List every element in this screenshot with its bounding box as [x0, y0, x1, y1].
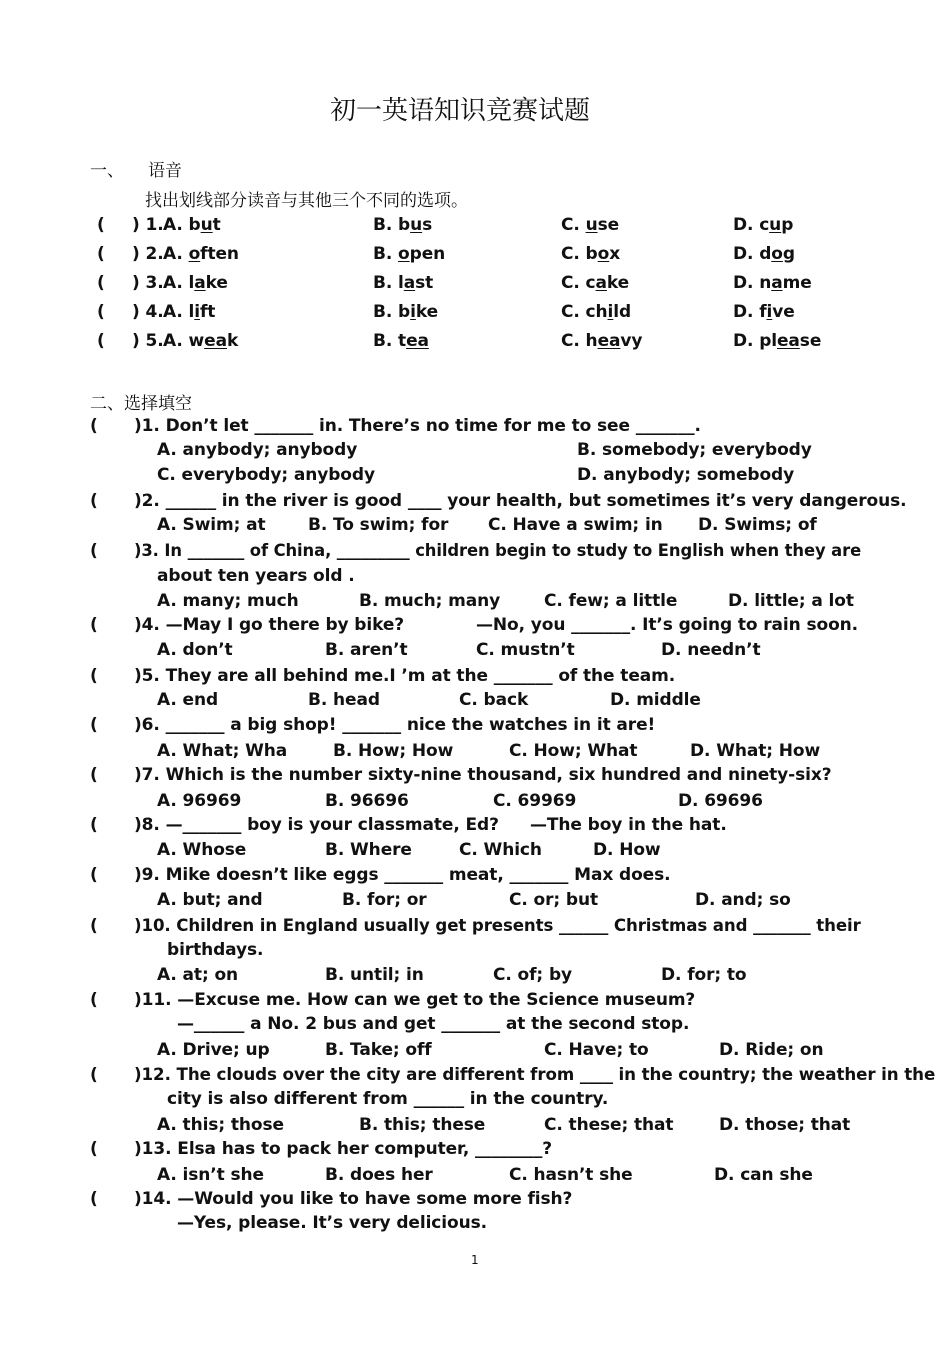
- answer-paren: (: [90, 715, 98, 735]
- question-line: B. Where: [325, 840, 412, 860]
- answer-paren: (: [90, 666, 98, 686]
- option-c: [561, 331, 642, 351]
- option-d: [733, 302, 795, 322]
- question-line: —No, you _______. It’s going to rain soon.: [476, 615, 859, 635]
- question-number: ) 4.: [132, 302, 164, 322]
- question-line: A. isn’t she: [157, 1165, 264, 1185]
- option-text: D. pl: [733, 331, 777, 351]
- underlined-letters: o: [188, 244, 201, 264]
- question-line: A. this; those: [157, 1115, 284, 1135]
- question-line: D. for; to: [661, 965, 747, 985]
- underlined-letters: a: [403, 273, 416, 293]
- underlined-letters: ea: [204, 331, 227, 351]
- underlined-letters: u: [410, 215, 423, 235]
- option-text: A. w: [163, 331, 205, 351]
- answer-paren: (: [90, 815, 98, 835]
- question-line: —The boy in the hat.: [530, 815, 727, 835]
- question-line: city is also different from ______ in the country.: [167, 1089, 609, 1109]
- underlined-letters: u: [769, 215, 782, 235]
- question-line: B. How; How: [333, 741, 454, 761]
- question-line: )3. In _______ of China, _________ children begin to study to English when they are: [134, 541, 862, 561]
- question-line: B. head: [308, 690, 380, 710]
- question-line: C. hasn’t she: [509, 1165, 633, 1185]
- underlined-letters: o: [398, 244, 410, 264]
- question-line: )5. They are all behind me.I ’m at the _______ of the team.: [134, 666, 676, 686]
- answer-paren: (: [90, 765, 98, 785]
- option-b: [373, 273, 433, 293]
- question-line: )11. —Excuse me. How can we get to the Science museum?: [134, 990, 696, 1010]
- question-number: ) 3.: [132, 273, 164, 293]
- question-line: D. those; that: [719, 1115, 851, 1135]
- option-text: me: [782, 273, 812, 293]
- option-text: D. n: [733, 273, 772, 293]
- question-line: )8. —_______ boy is your classmate, Ed?: [134, 815, 499, 835]
- underlined-letters: u: [200, 215, 213, 235]
- underlined-letters: o: [771, 244, 783, 264]
- question-line: D. middle: [610, 690, 701, 710]
- option-a: [163, 331, 238, 351]
- underlined-letters: a: [771, 273, 783, 293]
- answer-paren: (: [90, 491, 98, 511]
- section-instruction: 找出划线部分读音与其他三个不同的选项。: [145, 191, 468, 211]
- option-text: C. h: [561, 331, 598, 351]
- option-text: vy: [620, 331, 643, 351]
- question-line: B. does her: [325, 1165, 433, 1185]
- option-c: [561, 302, 631, 322]
- option-text: k: [226, 331, 239, 351]
- option-a: [163, 244, 239, 264]
- option-text: se: [799, 331, 822, 351]
- option-text: A. l: [163, 273, 195, 293]
- question-line: B. To swim; for: [308, 515, 449, 535]
- question-line: C. 69969: [493, 791, 577, 811]
- question-line: C. back: [459, 690, 529, 710]
- option-d: [733, 215, 793, 235]
- option-text: ke: [415, 302, 439, 322]
- option-text: se: [597, 215, 620, 235]
- answer-paren: (: [97, 215, 105, 235]
- question-line: A. Drive; up: [157, 1040, 270, 1060]
- question-number: ) 2.: [132, 244, 164, 264]
- question-line: )6. _______ a big shop! _______ nice the watches in it are!: [134, 715, 656, 735]
- option-b: [373, 302, 438, 322]
- option-b: [373, 244, 445, 264]
- option-text: ften: [200, 244, 239, 264]
- section-number: 一、: [90, 161, 124, 181]
- option-text: pen: [409, 244, 446, 264]
- question-line: D. Swims; of: [698, 515, 817, 535]
- question-line: A. Swim; at: [157, 515, 266, 535]
- option-b: [373, 331, 429, 351]
- question-line: A. What; Wha: [157, 741, 288, 761]
- question-line: )12. The clouds over the city are different from ____ in the country; the weather in the: [134, 1065, 936, 1085]
- question-number: ) 1.: [132, 215, 164, 235]
- question-line: )1. Don’t let _______ in. There’s no time for me to see _______.: [134, 416, 701, 436]
- question-line: C. Which: [459, 840, 542, 860]
- question-line: B. somebody; everybody: [577, 440, 812, 460]
- section-heading: 二、选择填空: [90, 394, 192, 414]
- question-number: ) 5.: [132, 331, 164, 351]
- option-text: A. b: [163, 215, 201, 235]
- question-line: D. What; How: [690, 741, 821, 761]
- option-text: ft: [200, 302, 216, 322]
- question-line: A. don’t: [157, 640, 233, 660]
- question-line: D. 69696: [678, 791, 763, 811]
- question-line: B. for; or: [342, 890, 427, 910]
- option-text: D. f: [733, 302, 767, 322]
- option-text: x: [609, 244, 621, 264]
- question-line: A. Whose: [157, 840, 247, 860]
- option-a: [163, 273, 228, 293]
- page-number: 1: [471, 1253, 479, 1267]
- option-text: ke: [606, 273, 630, 293]
- option-text: D. d: [733, 244, 772, 264]
- underlined-letters: i: [194, 302, 201, 322]
- question-line: B. aren’t: [325, 640, 408, 660]
- answer-paren: (: [90, 865, 98, 885]
- option-text: B.: [373, 244, 399, 264]
- answer-paren: (: [90, 916, 98, 936]
- option-c: [561, 215, 619, 235]
- option-text: B. l: [373, 273, 404, 293]
- option-text: B. b: [373, 215, 411, 235]
- underlined-letters: o: [597, 244, 610, 264]
- answer-paren: (: [90, 416, 98, 436]
- option-b: [373, 215, 432, 235]
- question-line: A. many; much: [157, 591, 299, 611]
- question-line: B. Take; off: [325, 1040, 432, 1060]
- answer-paren: (: [90, 1065, 98, 1085]
- question-line: B. this; these: [359, 1115, 486, 1135]
- underlined-letters: ea: [597, 331, 621, 351]
- answer-paren: (: [97, 331, 105, 351]
- question-line: )10. Children in England usually get presents ______ Christmas and _______ their: [134, 916, 861, 936]
- question-line: C. these; that: [544, 1115, 674, 1135]
- underlined-letters: ea: [406, 331, 429, 351]
- question-line: —Yes, please. It’s very delicious.: [177, 1213, 487, 1233]
- question-line: A. at; on: [157, 965, 239, 985]
- question-line: C. few; a little: [544, 591, 678, 611]
- question-line: D. little; a lot: [728, 591, 854, 611]
- question-line: A. end: [157, 690, 219, 710]
- option-text: B. b: [373, 302, 411, 322]
- underlined-letters: u: [585, 215, 598, 235]
- question-line: )13. Elsa has to pack her computer, ________?: [134, 1139, 552, 1159]
- option-text: ld: [613, 302, 632, 322]
- question-line: C. mustn’t: [476, 640, 575, 660]
- question-line: —______ a No. 2 bus and get _______ at the second stop.: [177, 1014, 690, 1034]
- underlined-letters: i: [410, 302, 416, 322]
- question-line: B. much; many: [359, 591, 501, 611]
- question-line: A. but; and: [157, 890, 263, 910]
- option-d: [733, 331, 821, 351]
- option-text: g: [782, 244, 795, 264]
- option-text: A. l: [163, 302, 195, 322]
- option-text: t: [212, 215, 221, 235]
- question-line: C. or; but: [509, 890, 599, 910]
- answer-paren: (: [90, 615, 98, 635]
- question-line: C. Have; to: [544, 1040, 649, 1060]
- answer-paren: (: [90, 990, 98, 1010]
- option-text: B. t: [373, 331, 407, 351]
- option-c: [561, 244, 620, 264]
- question-line: D. needn’t: [661, 640, 761, 660]
- question-line: D. can she: [714, 1165, 813, 1185]
- question-line: )9. Mike doesn’t like eggs _______ meat, _______ Max does.: [134, 865, 671, 885]
- option-text: C. ch: [561, 302, 608, 322]
- answer-paren: (: [97, 244, 105, 264]
- question-line: C. of; by: [493, 965, 572, 985]
- option-text: ve: [772, 302, 795, 322]
- page-title: 初一英语知识竞赛试题: [330, 96, 591, 126]
- option-text: A.: [163, 244, 189, 264]
- question-line: D. Ride; on: [719, 1040, 824, 1060]
- question-line: B. until; in: [325, 965, 424, 985]
- question-line: C. Have a swim; in: [488, 515, 663, 535]
- underlined-letters: i: [766, 302, 773, 322]
- option-text: C. b: [561, 244, 598, 264]
- option-text: s: [422, 215, 433, 235]
- option-a: [163, 302, 215, 322]
- option-text: C.: [561, 215, 586, 235]
- question-line: C. How; What: [509, 741, 638, 761]
- section-heading: 语音: [148, 161, 182, 181]
- underlined-letters: i: [607, 302, 614, 322]
- question-line: D. anybody; somebody: [577, 465, 795, 485]
- option-text: st: [415, 273, 434, 293]
- question-line: )4. —May I go there by bike?: [134, 615, 405, 635]
- question-line: C. everybody; anybody: [157, 465, 375, 485]
- question-line: D. How: [593, 840, 661, 860]
- underlined-letters: a: [194, 273, 206, 293]
- option-text: p: [781, 215, 794, 235]
- answer-paren: (: [97, 302, 105, 322]
- question-line: )14. —Would you like to have some more fish?: [134, 1189, 573, 1209]
- answer-paren: (: [90, 541, 98, 561]
- answer-paren: (: [97, 273, 105, 293]
- question-line: A. 96969: [157, 791, 242, 811]
- option-a: [163, 215, 221, 235]
- underlined-letters: a: [595, 273, 607, 293]
- question-line: about ten years old .: [157, 566, 355, 586]
- option-c: [561, 273, 629, 293]
- answer-paren: (: [90, 1189, 98, 1209]
- option-text: C. c: [561, 273, 596, 293]
- option-text: ke: [205, 273, 228, 293]
- question-line: )7. Which is the number sixty-nine thousand, six hundred and ninety-six?: [134, 765, 832, 785]
- option-text: D. c: [733, 215, 770, 235]
- question-line: )2. ______ in the river is good ____ your health, but sometimes it’s very dangerous.: [134, 491, 907, 511]
- question-line: birthdays.: [167, 940, 264, 960]
- question-line: A. anybody; anybody: [157, 440, 358, 460]
- question-line: D. and; so: [695, 890, 791, 910]
- question-line: B. 96696: [325, 791, 409, 811]
- option-d: [733, 244, 795, 264]
- underlined-letters: ea: [776, 331, 800, 351]
- option-d: [733, 273, 812, 293]
- answer-paren: (: [90, 1139, 98, 1159]
